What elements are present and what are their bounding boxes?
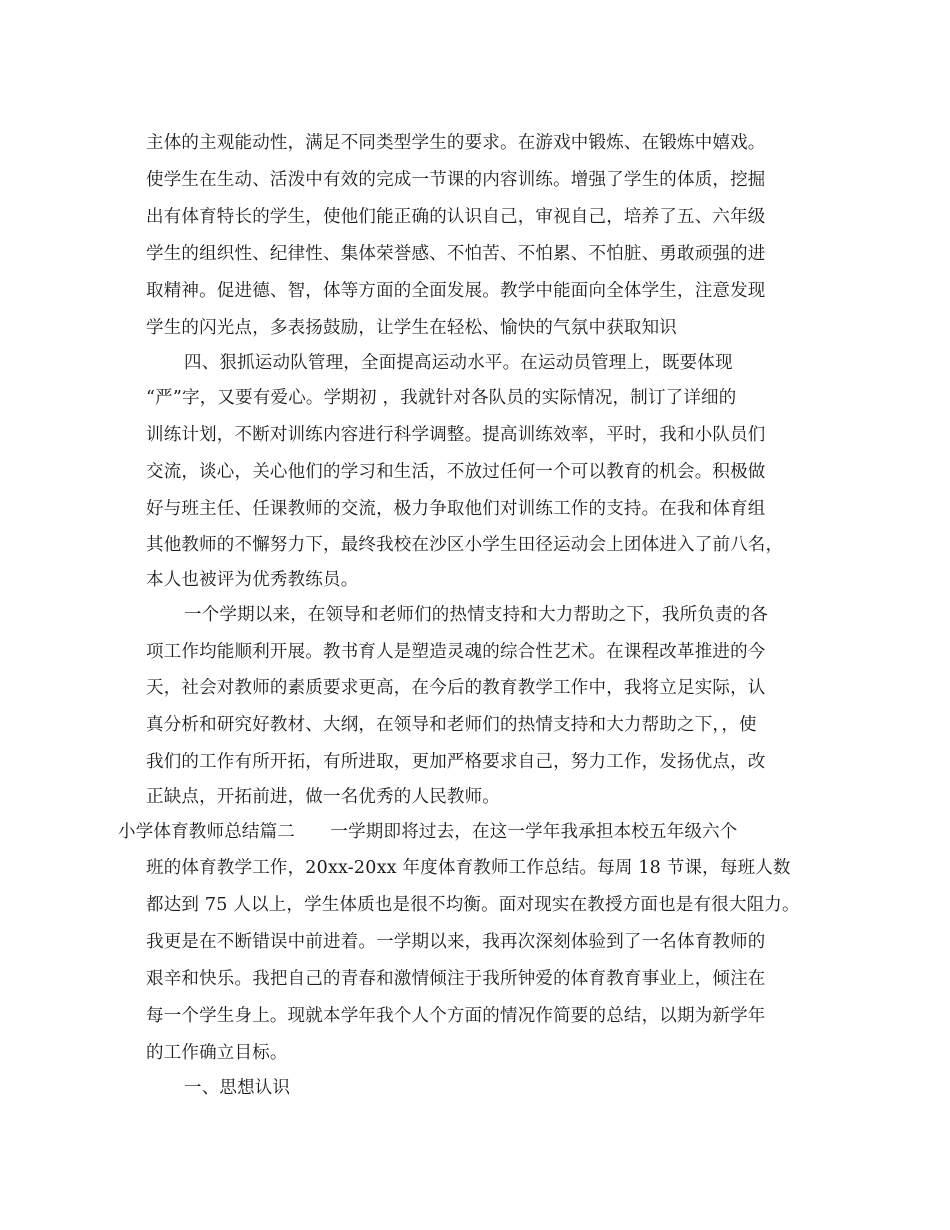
text-line: 天，社会对教师的素质要求更高，在今后的教育教学工作中，我将立足实际，认 <box>146 678 766 698</box>
text-line: 艰辛和快乐。我把自己的青春和激情倾注于我所钟爱的体育教育事业上，倾注在 <box>146 969 766 989</box>
text-line: 学生的闪光点，多表扬鼓励，让学生在轻松、愉快的气氛中获取知识 <box>146 318 677 338</box>
text-line: 项工作均能顺利开展。教书育人是塑造灵魂的综合性艺术。在课程改革推进的今 <box>146 642 766 662</box>
text-line: 其他教师的不懈努力下，最终我校在沙区小学生田径运动会上团体进入了前八名， <box>146 535 784 555</box>
text-line: 出有体育特长的学生，使他们能正确的认识自己，审视自己，培养了五、六年级 <box>146 207 766 227</box>
text-line: 学生的组织性、纪律性、集体荣誉感、不怕苦、不怕累、不怕脏、勇敢顽强的进 <box>146 244 766 264</box>
text-line: 班的体育教学工作，20xx-20xx 年度体育教师工作总结。每周 18 节课，每班人数 <box>146 858 791 878</box>
text-line: 我们的工作有所开拓，有所进取，更加严格要求自己，努力工作，发扬优点，改 <box>146 752 766 772</box>
section-heading-line: 小学体育教师总结篇二 一学期即将过去，在这一学年我承担本校五年级六个 <box>118 822 738 842</box>
text-line: 每一个学生身上。现就本学年我个人个方面的情况作简要的总结，以期为新学年 <box>146 1006 766 1026</box>
text-line: 都达到 75 人以上，学生体质也是很不均衡。面对现实在教授方面也是有很大阻力。 <box>146 895 800 915</box>
text-line: 交流，谈心，关心他们的学习和生活，不放过任何一个可以教育的机会。积极做 <box>146 462 766 482</box>
text-line: 正缺点，开拓前进，做一名优秀的人民教师。 <box>146 787 500 807</box>
text-line: 我更是在不断错误中前进着。一学期以来，我再次深刻体验到了一名体育教师的 <box>146 932 766 952</box>
text-line: 使学生在生动、活泼中有效的完成一节课的内容训练。增强了学生的体质，挖掘 <box>146 170 766 190</box>
text-line: 真分析和研究好教材、大纲，在领导和老师们的热情支持和大力帮助之下，，使 <box>146 715 757 735</box>
paragraph-start-line: 四、狠抓运动队管理，全面提高运动水平。在运动员管理上，既要体现 <box>184 353 733 373</box>
paragraph-start-line: 一个学期以来，在领导和老师们的热情支持和大力帮助之下，我所负责的各 <box>184 605 769 625</box>
text-line: 的工作确立目标。 <box>146 1043 288 1063</box>
text-line: 取精神。促进德、智，体等方面的全面发展。教学中能面向全体学生，注意发现 <box>146 281 766 301</box>
text-line: 主体的主观能动性，满足不同类型学生的要求。在游戏中锻炼、在锻炼中嬉戏。 <box>146 133 766 153</box>
text-line: “严”字，又要有爱心。学期初 ，我就针对各队员的实际情况，制订了详细的 <box>146 388 737 408</box>
text-line: 本人也被评为优秀教练员。 <box>146 570 359 590</box>
text-line: 好与班主任、任课教师的交流，极力争取他们对训练工作的支持。在我和体育组 <box>146 499 766 519</box>
text-line: 训练计划，不断对训练内容进行科学调整。提高训练效率，平时，我和小队员们 <box>146 425 766 445</box>
subheading-line: 一、思想认识 <box>184 1078 291 1098</box>
